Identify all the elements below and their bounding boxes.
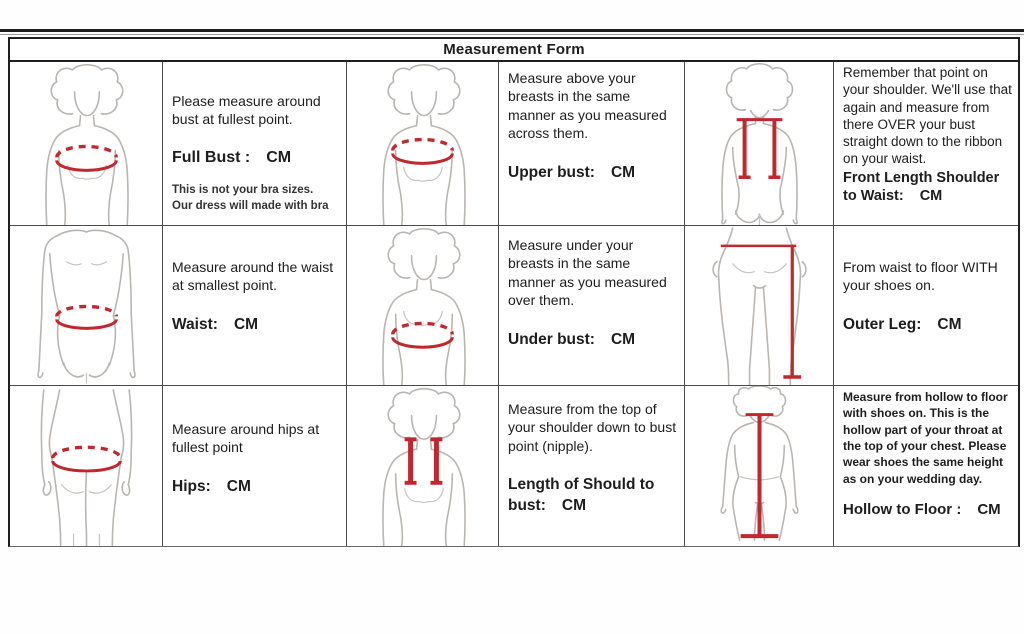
under-bust-label: Under bust: CM [508, 330, 636, 348]
upper-bust-label: Upper bust: CM [508, 163, 636, 181]
hollow-to-floor-instructions [834, 386, 1018, 546]
hollow-to-floor-para: Measure from hollow to floor with shoes on. This is the hollow part of your throat at the top of your chest. Please wear shoes the same height as on your wedding day. [843, 390, 1008, 486]
top-divider-thin [0, 34, 1024, 35]
shoulder-to-waist-back-figure-svg [685, 62, 833, 225]
front-length-para: Remember that point on your shoulder. We'll use that again and measure from there OVER your bust straight down to the ribbon on your waist. [843, 65, 1012, 167]
upper-bust-front-figure [347, 62, 499, 226]
hips-instructions [163, 386, 347, 546]
outer-leg-unit: CM [937, 315, 962, 333]
front-length-label: Front Length Shoulder to Waist: CM [843, 169, 1000, 205]
front-length-unit: CM [919, 188, 943, 205]
under-bust-instructions [499, 226, 685, 386]
outer-leg-back-figure [685, 226, 834, 386]
upper-bust-unit: CM [610, 163, 636, 181]
shoulder-to-bust-instructions [499, 386, 685, 546]
hips-unit: CM [226, 477, 251, 495]
outer-leg-back-figure-svg [685, 226, 833, 385]
bra-size-note: This is not your bra sizes. Our dress will made with bra [172, 184, 329, 212]
waist-para: Measure around the waist at smallest point. [172, 259, 334, 294]
front-length-instructions [834, 62, 1018, 226]
shoulder-to-bust-front-figure-svg [347, 386, 498, 546]
shoulder-to-bust-unit: CM [561, 496, 586, 514]
hollow-to-floor-label: Hollow to Floor : CM [843, 500, 1001, 518]
hollow-to-floor-back-figure-svg [685, 386, 833, 546]
bust-front-figure-svg [10, 62, 162, 225]
shoulder-to-bust-front-figure [347, 386, 499, 546]
hips-back-figure-svg [10, 386, 162, 546]
waist-instructions [163, 226, 347, 386]
hips-para: Measure around hips at fullest point [172, 421, 320, 456]
full-bust-unit: CM [266, 148, 292, 166]
shoulder-to-bust-label: Length of Should to bust: CM [508, 476, 655, 514]
upper-bust-instructions [499, 62, 685, 226]
upper-bust-front-figure-svg [347, 62, 498, 225]
under-bust-front-figure-svg [347, 226, 498, 385]
upper-bust-para: Measure above your breasts in the same manner as you measured across them. [508, 70, 667, 142]
outer-leg-label: Outer Leg: CM [843, 315, 962, 333]
full-bust-label: Full Bust : CM [172, 148, 292, 166]
waist-back-figure-svg [10, 226, 162, 385]
waist-label: Waist: CM [172, 315, 259, 333]
form-title: Measurement Form [10, 39, 1018, 62]
measurement-table [8, 37, 1020, 547]
hips-label: Hips: CM [172, 477, 251, 495]
hollow-to-floor-back-figure [685, 386, 834, 546]
outer-leg-para: From waist to floor WITH your shoes on. [843, 259, 998, 294]
top-divider [0, 29, 1024, 32]
shoulder-to-waist-back-figure [685, 62, 834, 226]
under-bust-unit: CM [610, 330, 636, 348]
full-bust-para: Please measure around bust at fullest point. [172, 93, 321, 128]
waist-unit: CM [233, 315, 259, 333]
under-bust-front-figure [347, 226, 499, 386]
under-bust-para: Measure under your breasts in the same manner as you measured over them. [508, 237, 667, 309]
shoulder-to-bust-para: Measure from the top of your shoulder down to bust point (nipple). [508, 401, 677, 454]
hips-back-figure [10, 386, 163, 546]
bust-front-figure [10, 62, 163, 226]
outer-leg-instructions [834, 226, 1018, 386]
full-bust-instructions [163, 62, 347, 226]
hollow-to-floor-unit: CM [977, 500, 1001, 518]
waist-back-figure [10, 226, 163, 386]
